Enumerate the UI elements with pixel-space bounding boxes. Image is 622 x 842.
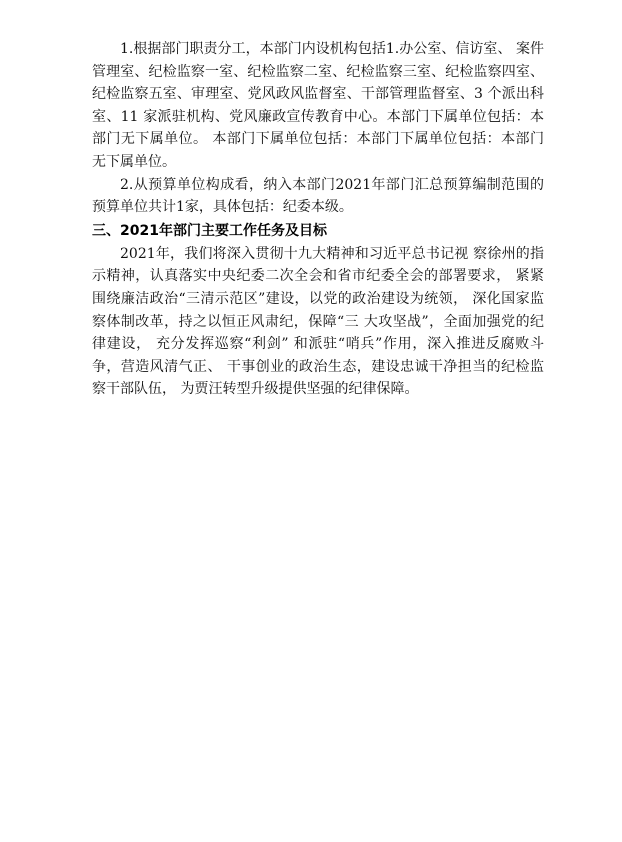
paragraph-internal-structure: 1.根据部门职责分工，本部门内设机构包括1.办公室、信访室、 案件管理室、纪检监察一室、纪检监察二室、纪检监察三室、纪检监察四室、纪检监察五室、审理室、党风政风监督室、干部管理监督室、3 个派出科室、11 家派驻机构、党风廉政宣传教育中心。本部门下属单位包括：本部门无下属单位。 本部门下属单位包括：本部门下属单位包括：本部门无下属单位。 [92,41,544,170]
document-body [92,38,544,401]
section-heading-main-tasks: 三、2021年部门主要工作任务及目标 [92,222,327,239]
paragraph-work-goals: 2021年，我们将深入贯彻十九大精神和习近平总书记视 察徐州的指示精神，认真落实中央纪委二次全会和省市纪委全会的部署要求， 紧紧围绕廉洁政治“三清示范区”建设，以党的政治建设为统领， 深化国家监察体制改革，持之以恒正风肃纪，保障“三 大攻坚战”，全面加强党的纪律建设， 充分发挥巡察“利剑” 和派驻“哨兵”作用，深入推进反腐败斗争，营造风清气正、 干事创业的政治生态，建设忠诚干净担当的纪检监察干部队伍， 为贾汪转型升级提供坚强的纪律保障。 [92,245,544,398]
paragraph-budget-units: 2.从预算单位构成看，纳入本部门2021年部门汇总预算编制范围的预算单位共计1家，具体包括：纪委本级。 [92,176,544,216]
